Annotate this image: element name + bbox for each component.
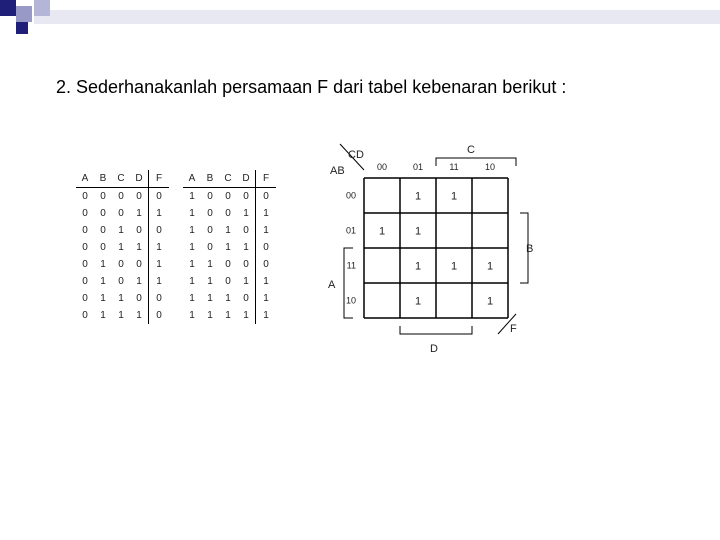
table-cell: 1: [136, 310, 142, 321]
table-cell: 0: [100, 225, 106, 236]
table-cell: 1: [100, 259, 106, 270]
table-row: [183, 256, 276, 273]
table-cell: 0: [256, 188, 277, 206]
table-cell: 1: [189, 276, 195, 287]
table-cell: 0: [256, 239, 277, 256]
table-cell: 1: [189, 191, 195, 202]
table-cell: 1: [100, 276, 106, 287]
table-cell: 1: [189, 225, 195, 236]
table-cell: 1: [189, 242, 195, 253]
brace-a-label: A: [328, 279, 336, 291]
header-d: D: [130, 170, 149, 188]
truth-table-left: [76, 170, 169, 324]
kmap-cell-value: 1: [450, 260, 458, 273]
kmap-cell-value: 1: [414, 260, 422, 273]
table-cell: 1: [136, 276, 142, 287]
brace-d-label: D: [430, 343, 438, 355]
table-row: [183, 307, 276, 324]
dark-square: [0, 0, 16, 16]
table-row: [76, 290, 169, 307]
question-title: 2. Sederhanakanlah persamaan F dari tabel kebenaran berikut :: [56, 77, 567, 97]
header-a: A: [183, 170, 201, 188]
table-cell: 1: [189, 208, 195, 219]
table-cell: 0: [207, 191, 213, 202]
table-cell: 1: [256, 222, 277, 239]
table-cell: 1: [225, 293, 231, 304]
table-row: [76, 188, 169, 206]
table-cell: 0: [243, 191, 249, 202]
table-row: [76, 273, 169, 290]
header-bar: [34, 10, 720, 24]
brace-c: [436, 158, 516, 166]
table-cell: 0: [225, 259, 231, 270]
table-cell: 1: [225, 242, 231, 253]
kmap-corner-cd: CD: [348, 149, 364, 161]
table-cell: 1: [118, 242, 124, 253]
table-row: [76, 222, 169, 239]
table-row: [76, 239, 169, 256]
table-cell: 1: [243, 208, 249, 219]
table-cell: 0: [243, 293, 249, 304]
header-c: C: [112, 170, 130, 188]
kmap-cell-value: 1: [414, 190, 422, 203]
table-cell: 0: [136, 293, 142, 304]
table-row: [183, 222, 276, 239]
table-cell: 1: [118, 293, 124, 304]
table-cell: 1: [225, 310, 231, 321]
table-cell: 0: [256, 256, 277, 273]
table-cell: 0: [207, 225, 213, 236]
kmap-col-label: 01: [412, 162, 424, 172]
header-decoration: [0, 0, 720, 36]
table-row: [183, 188, 276, 206]
table-cell: 0: [225, 191, 231, 202]
brace-b-label: B: [526, 243, 534, 255]
kmap-cell-value: 1: [486, 295, 494, 308]
header-c: C: [219, 170, 237, 188]
output-f-label: F: [510, 323, 517, 335]
table-row: [183, 290, 276, 307]
header-f: F: [149, 170, 170, 188]
table-row: [183, 239, 276, 256]
table-cell: 0: [136, 259, 142, 270]
kmap-cell-value: 1: [414, 225, 422, 238]
header-a: A: [76, 170, 94, 188]
table-row: [183, 205, 276, 222]
truth-table-right: [183, 170, 276, 324]
light-square-small: [34, 0, 50, 16]
table-cell: 0: [243, 225, 249, 236]
table-cell: 0: [118, 259, 124, 270]
table-cell: 1: [207, 310, 213, 321]
kmap-cell-value: 1: [414, 295, 422, 308]
table-cell: 1: [100, 310, 106, 321]
kmap-corner-ab: AB: [330, 165, 345, 177]
header-f: F: [256, 170, 277, 188]
header-b: B: [201, 170, 219, 188]
table-cell: 1: [149, 256, 170, 273]
table-cell: 0: [225, 208, 231, 219]
table-cell: 0: [118, 276, 124, 287]
table-cell: 0: [82, 293, 88, 304]
table-cell: 1: [149, 205, 170, 222]
table-row: [183, 273, 276, 290]
table-cell: 0: [149, 222, 170, 239]
table-cell: 0: [136, 191, 142, 202]
table-cell: 0: [149, 188, 170, 206]
table-row: [76, 307, 169, 324]
dark-square-small: [16, 22, 28, 34]
kmap-col-label: 10: [484, 162, 496, 172]
table-cell: 0: [82, 225, 88, 236]
table-cell: 0: [118, 191, 124, 202]
karnaugh-map: [320, 138, 550, 363]
table-cell: 1: [189, 293, 195, 304]
table-cell: 0: [82, 259, 88, 270]
table-cell: 1: [207, 259, 213, 270]
table-cell: 1: [256, 205, 277, 222]
table-cell: 0: [149, 307, 170, 324]
table-cell: 0: [207, 208, 213, 219]
table-cell: 1: [256, 273, 277, 290]
light-square: [16, 6, 32, 22]
table-cell: 0: [100, 208, 106, 219]
table-cell: 1: [100, 293, 106, 304]
table-row: [76, 205, 169, 222]
table-cell: 1: [207, 293, 213, 304]
brace-a: [344, 248, 353, 318]
table-cell: 1: [225, 225, 231, 236]
table-cell: 0: [207, 242, 213, 253]
kmap-col-label: 11: [449, 162, 459, 172]
table-cell: 1: [189, 259, 195, 270]
table-cell: 1: [243, 242, 249, 253]
table-row: [76, 256, 169, 273]
table-cell: 0: [136, 225, 142, 236]
table-cell: 1: [256, 290, 277, 307]
table-cell: 1: [136, 208, 142, 219]
table-cell: 1: [243, 310, 249, 321]
table-cell: 1: [189, 310, 195, 321]
header-d: D: [237, 170, 256, 188]
kmap-row-label: 00: [345, 190, 356, 201]
table-cell: 1: [136, 242, 142, 253]
table-cell: 0: [149, 290, 170, 307]
table-cell: 1: [256, 307, 277, 324]
kmap-cell-value: 1: [486, 260, 494, 273]
table-cell: 0: [225, 276, 231, 287]
table-cell: 1: [207, 276, 213, 287]
kmap-row-label: 10: [345, 295, 356, 306]
table-cell: 0: [82, 208, 88, 219]
table-cell: 0: [82, 276, 88, 287]
table-cell: 0: [82, 191, 88, 202]
table-cell: 1: [149, 273, 170, 290]
table-cell: 1: [149, 239, 170, 256]
kmap-col-label: 00: [376, 162, 388, 172]
table-cell: 1: [118, 225, 124, 236]
table-cell: 0: [118, 208, 124, 219]
kmap-cell-value: 1: [378, 225, 386, 238]
brace-c-label: C: [467, 144, 475, 156]
table-cell: 0: [100, 242, 106, 253]
table-cell: 1: [243, 276, 249, 287]
table-cell: 0: [82, 310, 88, 321]
table-cell: 0: [243, 259, 249, 270]
kmap-cell-value: 1: [450, 190, 458, 203]
brace-d: [400, 326, 472, 334]
table-cell: 0: [100, 191, 106, 202]
table-cell: 1: [118, 310, 124, 321]
table-cell: 0: [82, 242, 88, 253]
kmap-row-label: 01: [345, 225, 356, 236]
header-b: B: [94, 170, 112, 188]
kmap-row-label: 11: [346, 260, 356, 271]
